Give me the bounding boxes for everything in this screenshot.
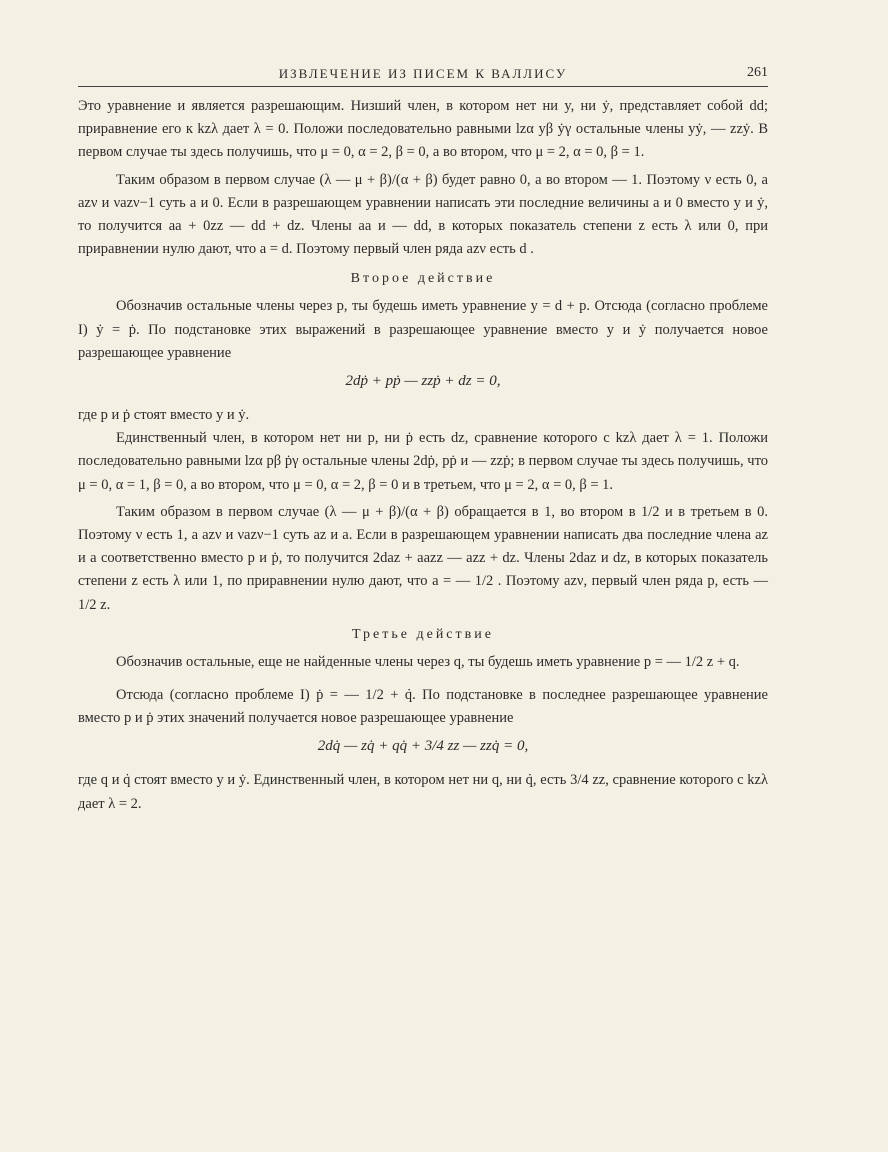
paragraph: Отсюда (согласно проблеме I) ṗ = — 1/2 + q̇. По подстановке в последнее разрешающее уравнение вместо p и ṗ этих значений получается новое разрешающее уравнение <box>78 687 768 727</box>
paragraph: где p и ṗ стоят вместо y и ẏ. <box>78 407 250 424</box>
section-heading: Второе действие <box>350 271 496 287</box>
paragraph: Единственный член, в котором нет ни p, ни ṗ есть dz, сравнение которого с kzλ дает λ = 1. Положи последовательно равными lzα pβ ṗγ остальные члены 2dṗ, pṗ и — zzṗ; в первом случае ты здесь получишь, что μ = 0, α = 1, β = 0, а во втором, что μ = 0, α = 2, β = 0 и в третьем, что μ = 2, α = 0, β = 1. <box>78 430 768 493</box>
equation: 2dq̇ — zq̇ + qq̇ + 3/4 zz — zzq̇ = 0, <box>317 738 529 755</box>
equation: 2dṗ + pṗ — zzṗ + dz = 0, <box>345 373 501 390</box>
page-number: 261 <box>747 65 768 80</box>
document-page <box>78 64 768 816</box>
paragraph: Обозначив остальные члены через p, ты будешь иметь уравнение y = d + p. Отсюда (согласно проблеме I) ẏ = ṗ. По подстановке этих выражений в разрешающее уравнение вместо y и ẏ получается новое разрешающее уравнение <box>78 298 768 361</box>
running-head <box>78 64 768 87</box>
paragraph: Обозначив остальные, еще не найденные члены через q, ты будешь иметь уравнение p = — 1/2 z + q. <box>116 653 740 670</box>
paragraph: Таким образом в первом случае (λ — μ + β)/(α + β) обращается в 1, во втором в 1/2 и в третьем в 0. Поэтому ν есть 1, а azν и νazν−1 суть az и a. Если в разрешающем уравнении написать два последние члена az и a соответственно вместо p и ṗ, то получится 2daz + aazz — azz + dz. Члены 2daz и dz, в которых показатель степени z есть λ или 1, по приравнении нулю дают, что a = — 1/2 . Поэтому azν, первый член ряда p, есть — 1/2 z. <box>78 503 768 613</box>
paragraph: Это уравнение и является разрешающим. Низший член, в котором нет ни y, ни ẏ, представляет собой dd; приравнение его к kzλ дает λ = 0. Положи последовательно равными lzα yβ ẏγ остальные члены yẏ, — zzẏ. В первом случае ты здесь получишь, что μ = 0, α = 2, β = 0, а во втором, что μ = 2, α = 0, β = 1. <box>78 98 768 161</box>
paragraph: где q и q̇ стоят вместо y и ẏ. Единственный член, в котором нет ни q, ни q̇, есть 3/4 zz, сравнение которого с kzλ дает λ = 2. <box>78 772 768 812</box>
paragraph: Таким образом в первом случае (λ — μ + β)/(α + β) будет равно 0, а во втором — 1. Поэтому ν есть 0, а azν и νazν−1 суть a и 0. Если в разрешающем уравнении написать эти последние величины a и 0 вместо y и ẏ, то получится aa + 0zz — dd + dz. Члены aa и — dd, в которых показатель степени z есть λ или 0, при приравнении нулю дают, что a = d. Поэтому первый член ряда azν есть d . <box>78 171 768 258</box>
running-head-title: ИЗВЛЕЧЕНИЕ ИЗ ПИСЕМ К ВАЛЛИСУ <box>278 66 568 81</box>
section-heading: Третье действие <box>352 626 494 642</box>
